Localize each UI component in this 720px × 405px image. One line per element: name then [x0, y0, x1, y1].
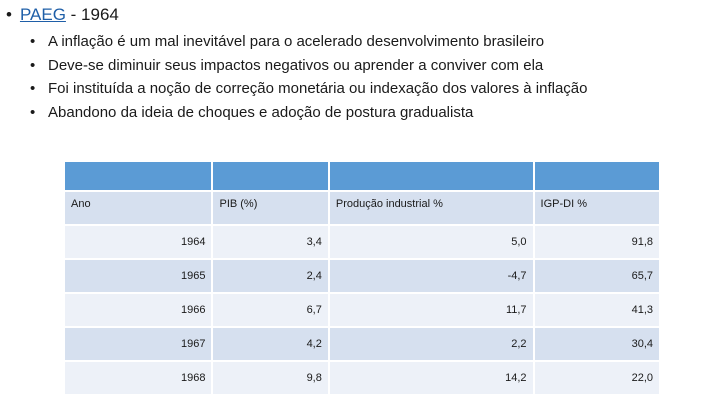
cell-igp: 30,4: [535, 328, 659, 360]
title-bullet: •: [6, 5, 12, 24]
bullet-item: • Abandono da ideia de choques e adoção de postura gradualista: [30, 101, 588, 125]
cell-pib: 6,7: [213, 294, 327, 326]
bullet-item: • A inflação é um mal inevitável para o acelerado desenvolvimento brasileiro: [30, 30, 588, 54]
bullet-item: • Foi instituída a noção de correção monetária ou indexação dos valores à inflação: [30, 77, 588, 101]
table-row: [65, 294, 659, 326]
table-header-row: [65, 192, 659, 224]
cell-pib: 4,2: [213, 328, 327, 360]
cell-ano: 1968: [65, 362, 211, 394]
cell-pib: 2,4: [213, 260, 327, 292]
table-row: [65, 328, 659, 360]
cell-igp: 65,7: [535, 260, 659, 292]
cell-igp: 91,8: [535, 226, 659, 258]
cell-pib: 9,8: [213, 362, 327, 394]
paeg-link[interactable]: PAEG: [19, 5, 66, 24]
bullet-item: • Deve-se diminuir seus impactos negativos ou aprender a conviver com ela: [30, 54, 588, 78]
title-rest: - 1964: [65, 5, 119, 24]
cell-producao: 14,2: [330, 362, 533, 394]
slide-title: [6, 4, 119, 26]
cell-producao: 11,7: [330, 294, 533, 326]
cell-producao: 2,2: [330, 328, 533, 360]
cell-igp: 22,0: [535, 362, 659, 394]
table-row: [65, 362, 659, 394]
cell-ano: 1967: [65, 328, 211, 360]
table-header-band: [65, 162, 659, 190]
cell-pib: 3,4: [213, 226, 327, 258]
table-row: [65, 260, 659, 292]
cell-producao: -4,7: [330, 260, 533, 292]
cell-ano: 1966: [65, 294, 211, 326]
cell-producao: 5,0: [330, 226, 533, 258]
cell-ano: 1964: [65, 226, 211, 258]
bullet-list: [30, 30, 588, 124]
table-row: [65, 226, 659, 258]
header-producao: Produção industrial %: [330, 192, 533, 224]
header-pib: PIB (%): [213, 192, 327, 224]
cell-ano: 1965: [65, 260, 211, 292]
header-ano: Ano: [65, 192, 211, 224]
cell-igp: 41,3: [535, 294, 659, 326]
economic-data-table: [63, 160, 661, 396]
header-igp: IGP-DI %: [535, 192, 659, 224]
